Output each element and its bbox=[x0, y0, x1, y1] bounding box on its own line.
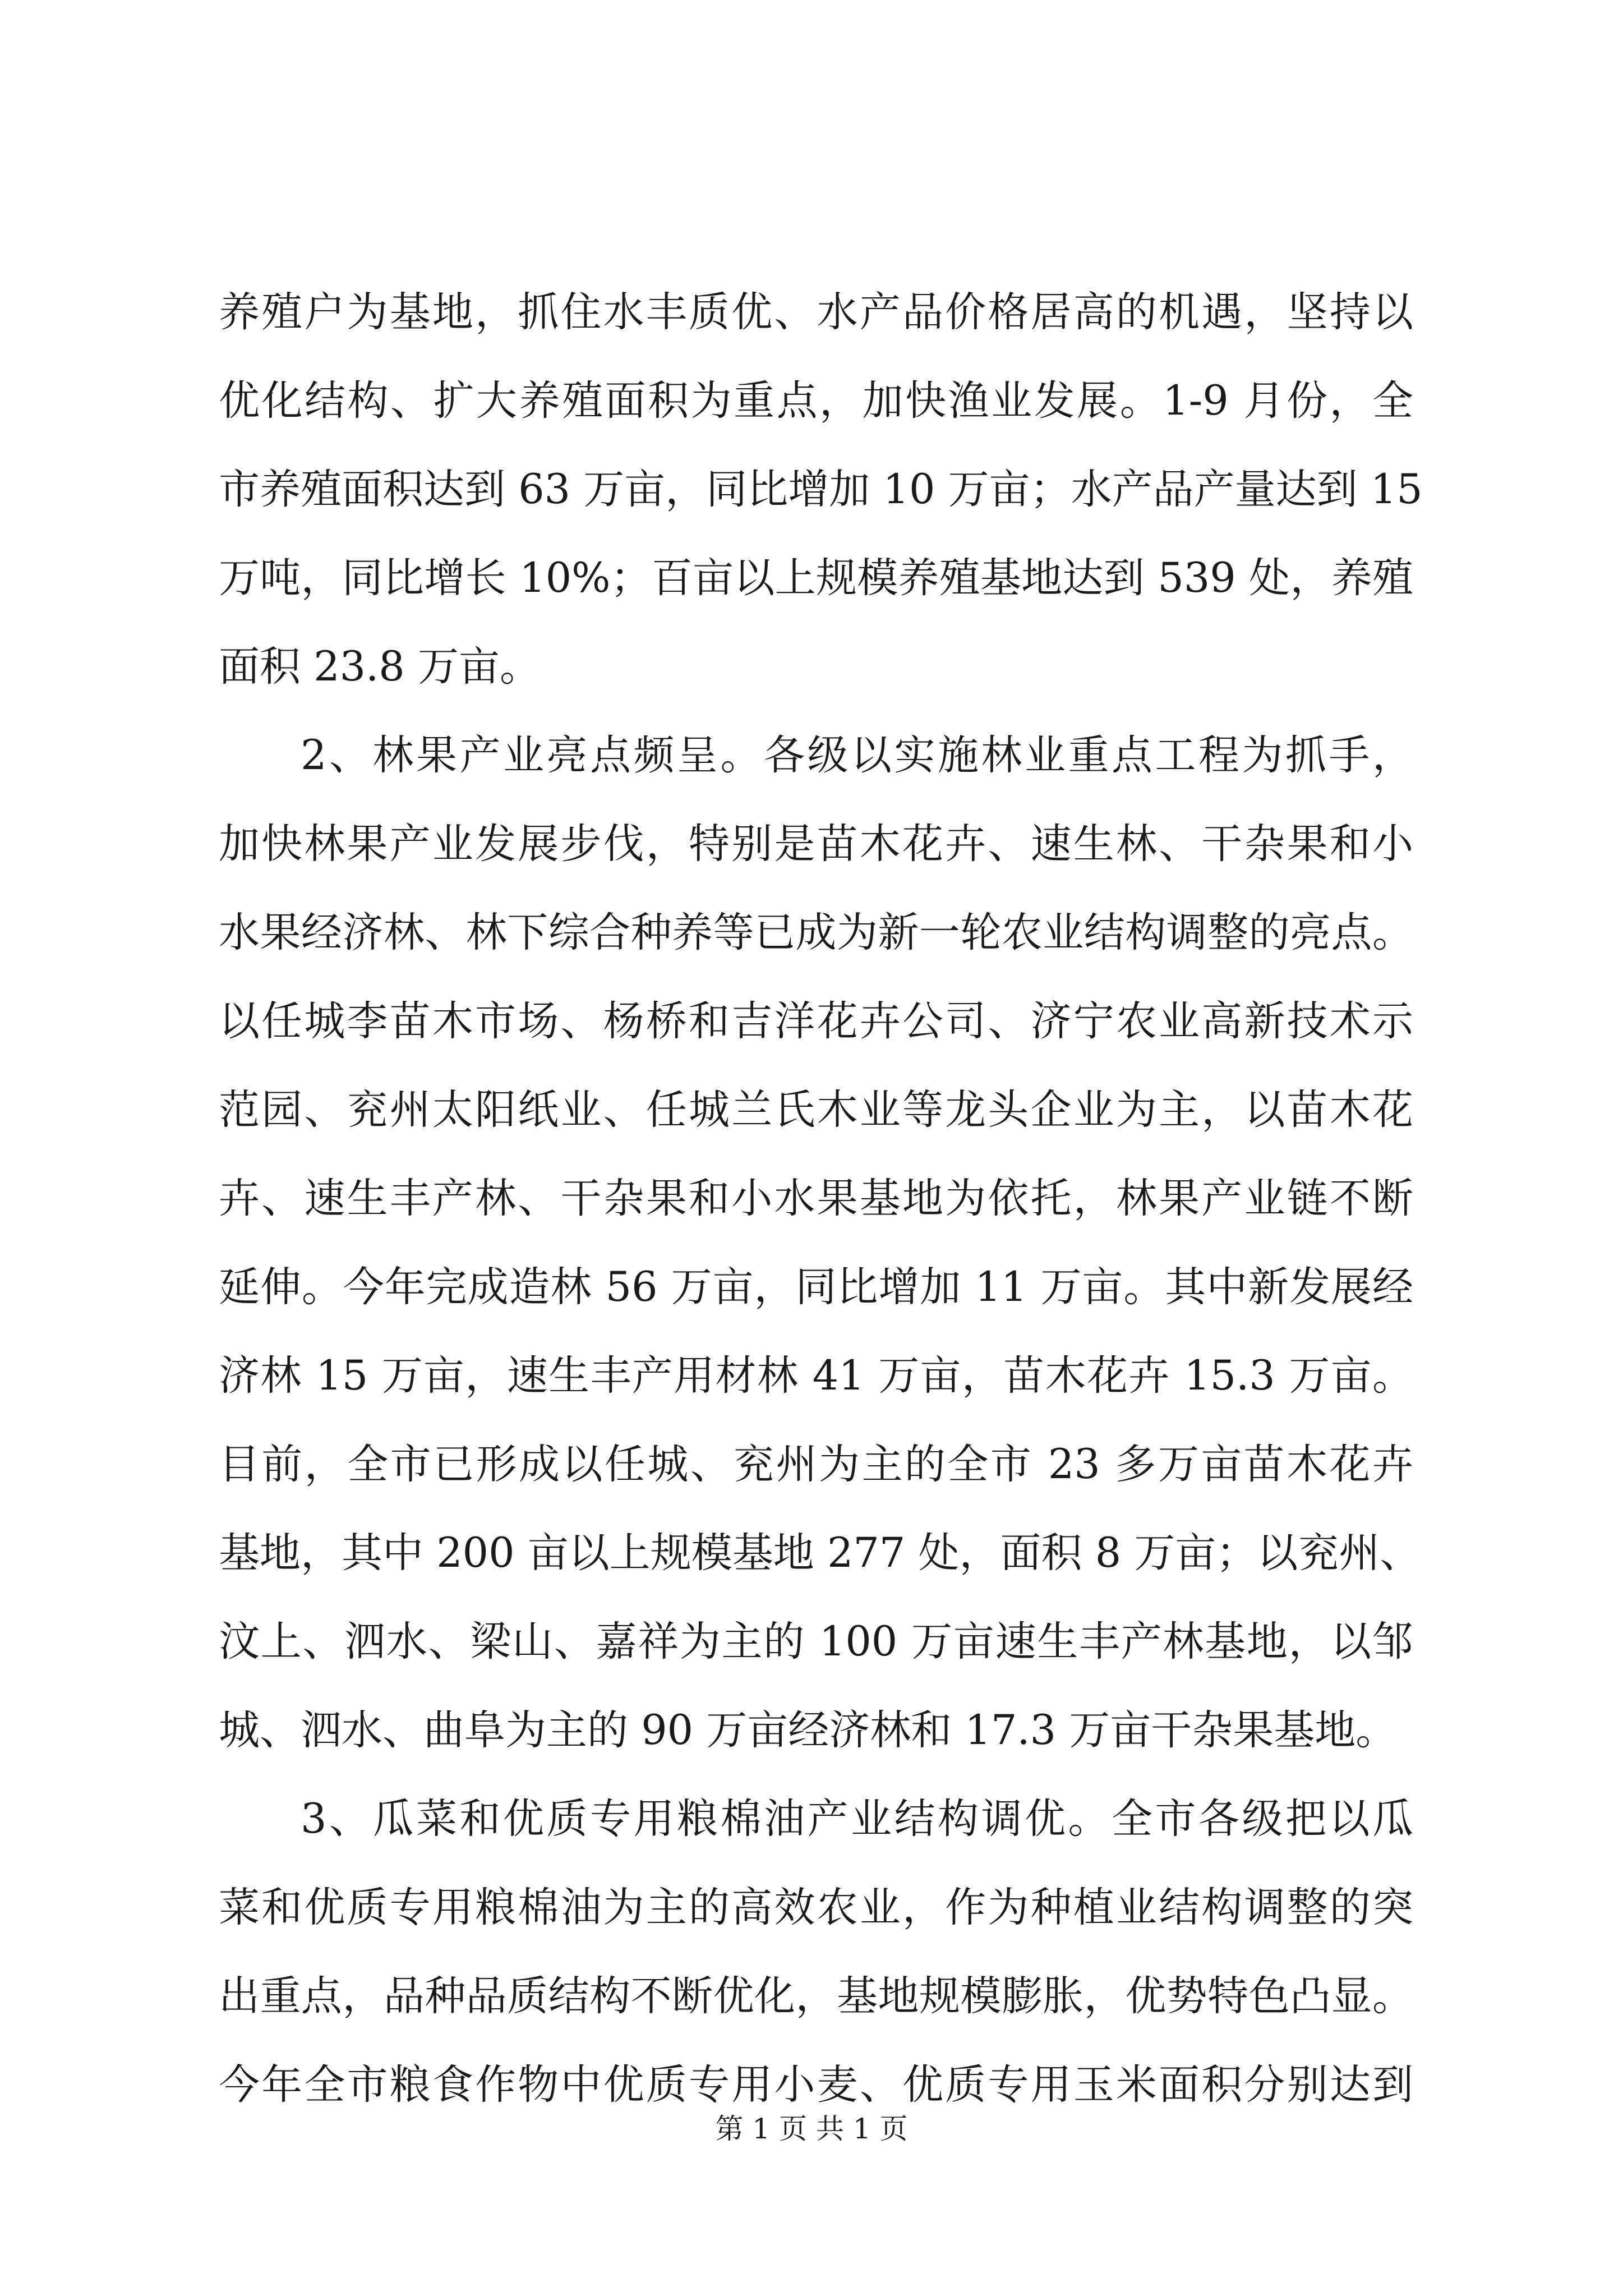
paragraph-vegetables-grain bbox=[219, 1775, 1413, 2129]
text-line: 出重点，品种品质结构不断优化，基地规模膨胀，优势特色凸显。 bbox=[219, 1972, 1413, 2020]
text-line: 延伸。今年完成造林 56 万亩，同比增加 11 万亩。其中新发展经 bbox=[219, 1263, 1413, 1311]
text-line: 养殖户为基地，抓住水丰质优、水产品价格居高的机遇，坚持以 bbox=[219, 288, 1413, 336]
text-line: 汶上、泗水、梁山、嘉祥为主的 100 万亩速生丰产林基地，以邹 bbox=[219, 1618, 1413, 1665]
text-line: 卉、速生丰产林、干杂果和小水果基地为依托，林果产业链不断 bbox=[219, 1175, 1413, 1222]
text-line: 城、泗水、曲阜为主的 90 万亩经济林和 17.3 万亩干杂果基地。 bbox=[219, 1706, 1397, 1754]
paragraph-aquaculture bbox=[219, 268, 1423, 711]
document-body bbox=[219, 268, 1423, 2129]
text-line: 菜和优质专用粮棉油为主的高效农业，作为种植业结构调整的突 bbox=[219, 1884, 1413, 1931]
text-line: 范园、兖州太阳纸业、任城兰氏木业等龙头企业为主，以苗木花 bbox=[219, 1086, 1413, 1134]
text-line: 3、瓜菜和优质专用粮棉油产业结构调优。全市各级把以瓜 bbox=[301, 1795, 1413, 1843]
text-line: 目前，全市已形成以任城、兖州为主的全市 23 多万亩苗木花卉 bbox=[219, 1441, 1413, 1488]
text-line: 市养殖面积达到 63 万亩，同比增加 10 万亩；水产品产量达到 15 bbox=[219, 466, 1423, 513]
paragraph-forestry-fruit bbox=[219, 711, 1421, 1775]
text-line: 济林 15 万亩，速生丰产用材林 41 万亩，苗木花卉 15.3 万亩。 bbox=[219, 1352, 1413, 1400]
text-line: 加快林果产业发展步伐，特别是苗木花卉、速生林、干杂果和小 bbox=[219, 820, 1413, 868]
text-line: 水果经济林、林下综合种养等已成为新一轮农业结构调整的亮点。 bbox=[219, 909, 1413, 956]
text-line: 以任城李苗木市场、杨桥和吉洋花卉公司、济宁农业高新技术示 bbox=[219, 997, 1413, 1045]
text-line: 基地，其中 200 亩以上规模基地 277 处，面积 8 万亩；以兖州、 bbox=[219, 1529, 1421, 1577]
text-line: 优化结构、扩大养殖面积为重点，加快渔业发展。1-9 月份，全 bbox=[219, 377, 1413, 425]
text-line: 面积 23.8 万亩。 bbox=[219, 643, 541, 691]
text-line: 今年全市粮食作物中优质专用小麦、优质专用玉米面积分别达到 bbox=[219, 2061, 1413, 2109]
page-footer: 第 1 页 共 1 页 bbox=[715, 2113, 908, 2145]
text-line: 万吨，同比增长 10%；百亩以上规模养殖基地达到 539 处，养殖 bbox=[219, 554, 1413, 602]
text-line: 2、林果产业亮点频呈。各级以实施林业重点工程为抓手， bbox=[301, 731, 1413, 779]
